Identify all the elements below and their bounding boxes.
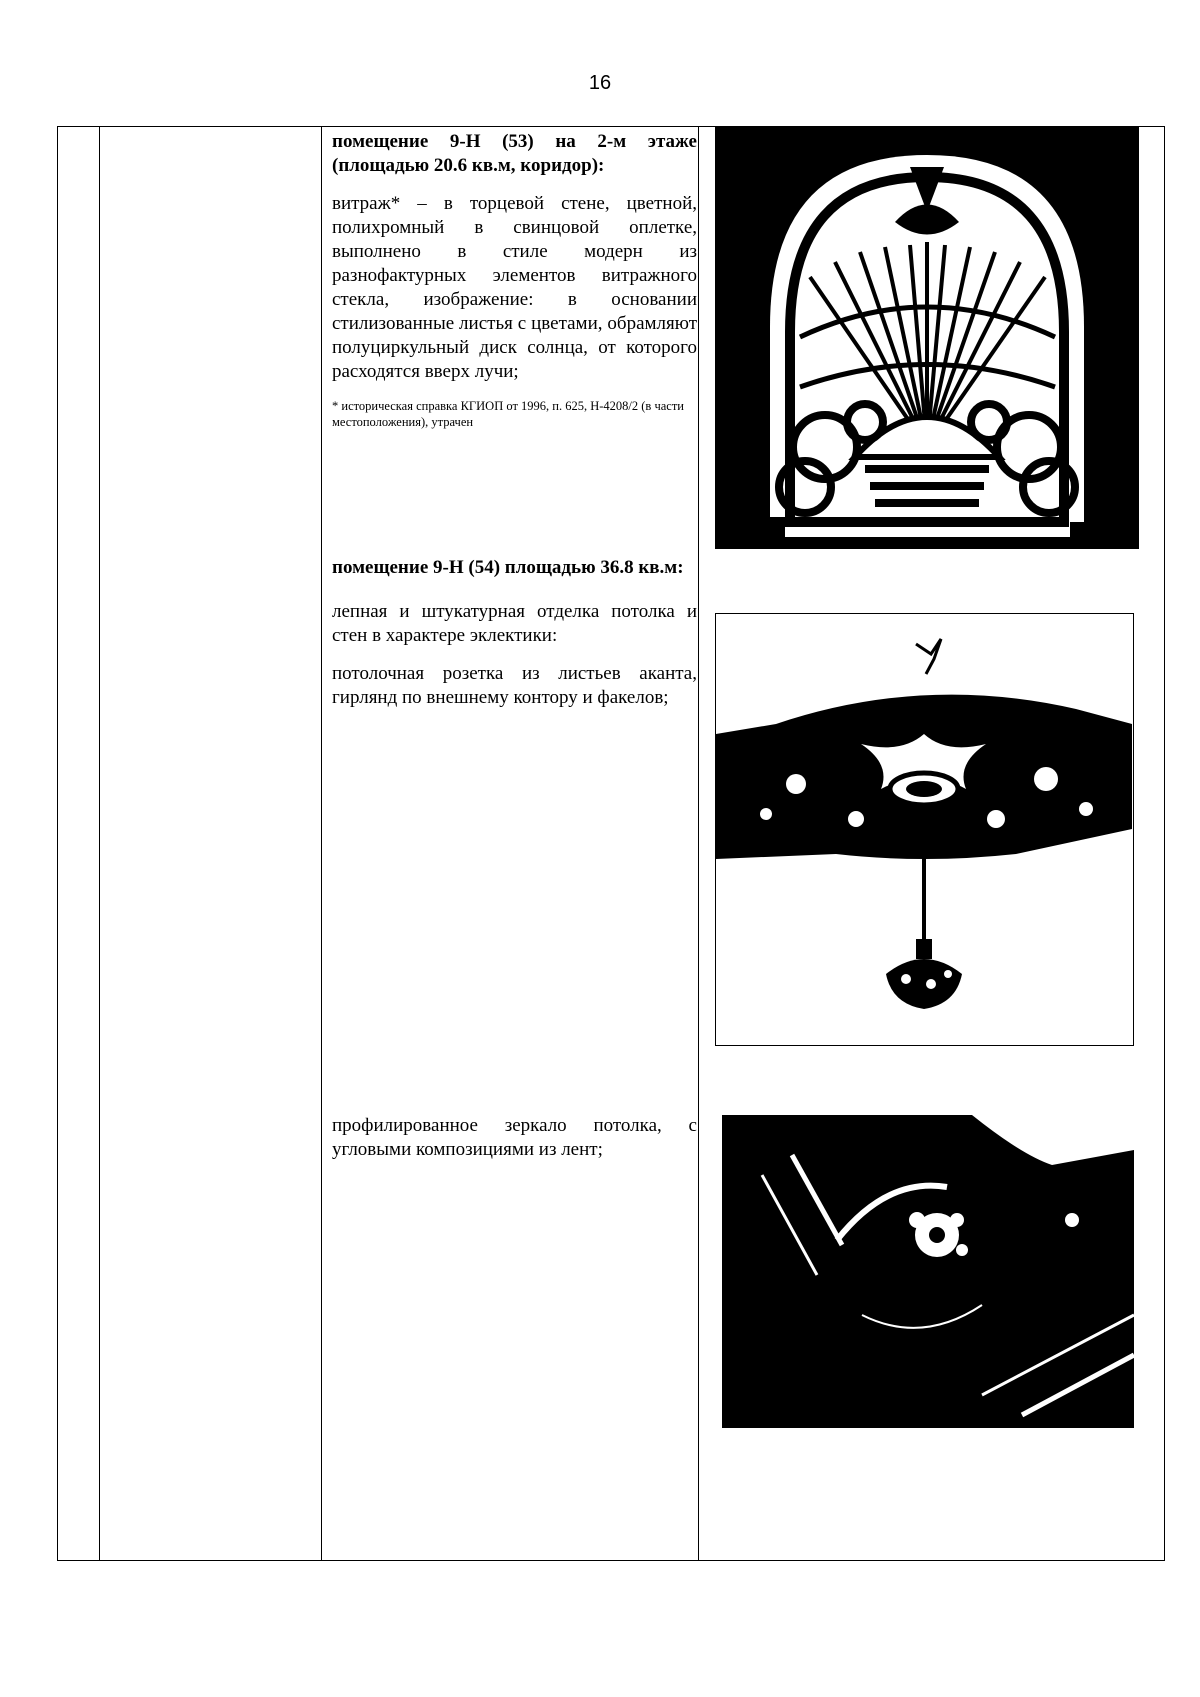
column-divider — [321, 127, 322, 1560]
ceiling-mirror-description: профилированное зеркало потолка, с угловыми композициями из лент; — [332, 1115, 697, 1160]
footnote: * историческая справка КГИОП от 1996, п. 625, Н-4208/2 (в части местоположения), утрачен — [332, 399, 684, 429]
column-divider — [698, 127, 699, 1560]
ceiling-mirror-photo — [722, 1115, 1134, 1428]
mirror-section — [332, 1114, 697, 1162]
column-divider — [99, 127, 100, 1560]
stucco-description: лепная и штукатурная отделка потолка и стен в характере эклектики: — [332, 601, 697, 646]
rosette-description: потолочная розетка из листьев аканта, гирлянд по внешнему контору и факелов; — [332, 663, 697, 708]
room-heading-53: помещение 9-Н (53) на 2-м этаже (площадью 20.6 кв.м, коридор): — [332, 131, 697, 176]
ceiling-section — [332, 556, 697, 710]
room-heading-54: помещение 9-Н (54) площадью 36.8 кв.м: — [332, 557, 684, 578]
stained-glass-photo — [715, 127, 1139, 549]
page-number: 16 — [588, 72, 612, 94]
stained-glass-description: витраж* – в торцевой стене, цветной, полихромный в свинцовой оплетке, выполнено в стиле модерн из разнофактурных элементов витражного стекла, изображение: в основании стилизованные листья с цветами, обрамляют полуциркульный диск солнца, от которого расходятся вверх лучи; — [332, 193, 697, 382]
ceiling-rosette-photo — [715, 613, 1134, 1046]
stained-glass-section — [332, 130, 697, 430]
